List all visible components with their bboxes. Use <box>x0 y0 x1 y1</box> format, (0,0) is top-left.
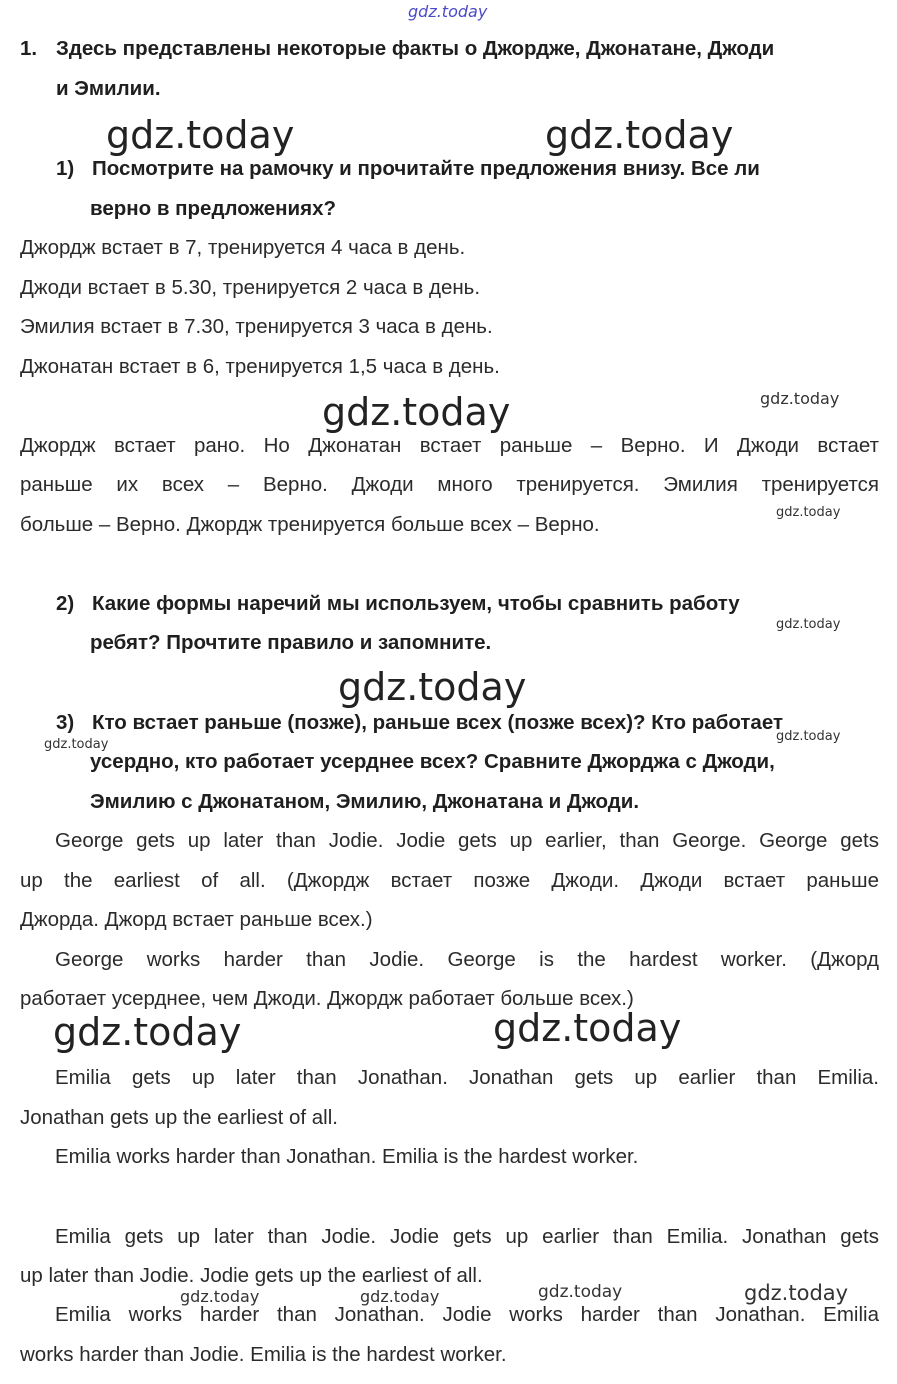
watermark-small: gdz.today <box>776 617 841 632</box>
answer1-line: больше – Верно. Джордж тренируется больше всех – Верно. <box>20 513 600 536</box>
sub2-number: 2) <box>56 592 75 615</box>
answer3-line: Emilia gets up later than Jodie. Jodie gets up earlier than Emilia. Jonathan gets <box>55 1225 879 1248</box>
watermark: gdz.today <box>53 1010 242 1054</box>
fact-line: Джордж встает в 7, тренируется 4 часа в день. <box>20 236 466 259</box>
watermark-small: gdz.today <box>360 1287 440 1306</box>
answer3-line: George works harder than Jodie. George is the hardest worker. (Джорд <box>55 948 879 971</box>
watermark: gdz.today <box>322 390 511 434</box>
sub3-line2: усердно, кто работает усерднее всех? Сравните Джорджа с Джоди, <box>90 750 775 773</box>
sub1-number: 1) <box>56 157 75 180</box>
watermark-small: gdz.today <box>744 1281 849 1305</box>
watermark-small: gdz.today <box>538 1282 623 1302</box>
answer3-line: Emilia gets up later than Jonathan. Jonathan gets up earlier than Emilia. <box>55 1066 879 1089</box>
fact-line: Эмилия встает в 7.30, тренируется 3 часа в день. <box>20 315 493 338</box>
task-title-line1: Здесь представлены некоторые факты о Джордже, Джонатане, Джоди <box>56 37 775 60</box>
answer3-line: works harder than Jodie. Emilia is the hardest worker. <box>20 1343 507 1366</box>
answer1-line: Джордж встает рано. Но Джонатан встает раньше – Верно. И Джоди встает <box>20 434 879 457</box>
sub1-line1 <box>56 157 879 181</box>
sub3-number: 3) <box>56 711 75 734</box>
answer3-line: Emilia works harder than Jonathan. Emilia is the hardest worker. <box>55 1145 639 1168</box>
answer3-line: up the earliest of all. (Джордж встает позже Джоди. Джоди встает раньше <box>20 869 879 892</box>
task-heading-line1 <box>20 37 879 61</box>
watermark-small: gdz.today <box>776 729 841 744</box>
watermark: gdz.today <box>493 1006 682 1050</box>
answer1-line: раньше их всех – Верно. Джоди много тренируется. Эмилия тренируется <box>20 473 879 496</box>
watermark-small: gdz.today <box>180 1287 260 1306</box>
watermark: gdz.today <box>338 665 527 709</box>
answer3-line: работает усерднее, чем Джоди. Джордж работает больше всех.) <box>20 987 634 1010</box>
sub3-text: Кто встает раньше (позже), раньше всех (позже всех)? Кто работает <box>92 711 783 734</box>
watermark: gdz.today <box>106 113 295 157</box>
watermark: gdz.today <box>545 113 734 157</box>
answer3-line: Emilia works harder than Jonathan. Jodie works harder than Jonathan. Emilia <box>55 1303 879 1326</box>
sub1-text: Посмотрите на рамочку и прочитайте предложения внизу. Все ли <box>92 157 760 180</box>
sub3-line3: Эмилию с Джонатаном, Эмилию, Джонатана и Джоди. <box>90 790 640 813</box>
sub1-line2: верно в предложениях? <box>90 197 337 220</box>
watermark-top: gdz.today <box>408 2 488 21</box>
answer3-line: up later than Jodie. Jodie gets up the earliest of all. <box>20 1264 483 1287</box>
sub3-line1 <box>56 711 879 735</box>
sub2-line2: ребят? Прочтите правило и запомните. <box>90 631 492 654</box>
watermark-small: gdz.today <box>776 505 841 520</box>
task-title-line2: и Эмилии. <box>56 77 161 100</box>
answer3-line: Джорда. Джорд встает раньше всех.) <box>20 908 373 931</box>
fact-line: Джонатан встает в 6, тренируется 1,5 часа в день. <box>20 355 500 378</box>
watermark-small: gdz.today <box>44 737 109 752</box>
fact-line: Джоди встает в 5.30, тренируется 2 часа в день. <box>20 276 481 299</box>
answer3-line: Jonathan gets up the earliest of all. <box>20 1106 338 1129</box>
watermark-small: gdz.today <box>760 389 840 408</box>
sub2-text: Какие формы наречий мы используем, чтобы сравнить работу <box>92 592 740 615</box>
answer3-line: George gets up later than Jodie. Jodie gets up earlier, than George. George gets <box>55 829 879 852</box>
task-number: 1. <box>20 37 38 60</box>
sub2-line1 <box>56 592 879 616</box>
